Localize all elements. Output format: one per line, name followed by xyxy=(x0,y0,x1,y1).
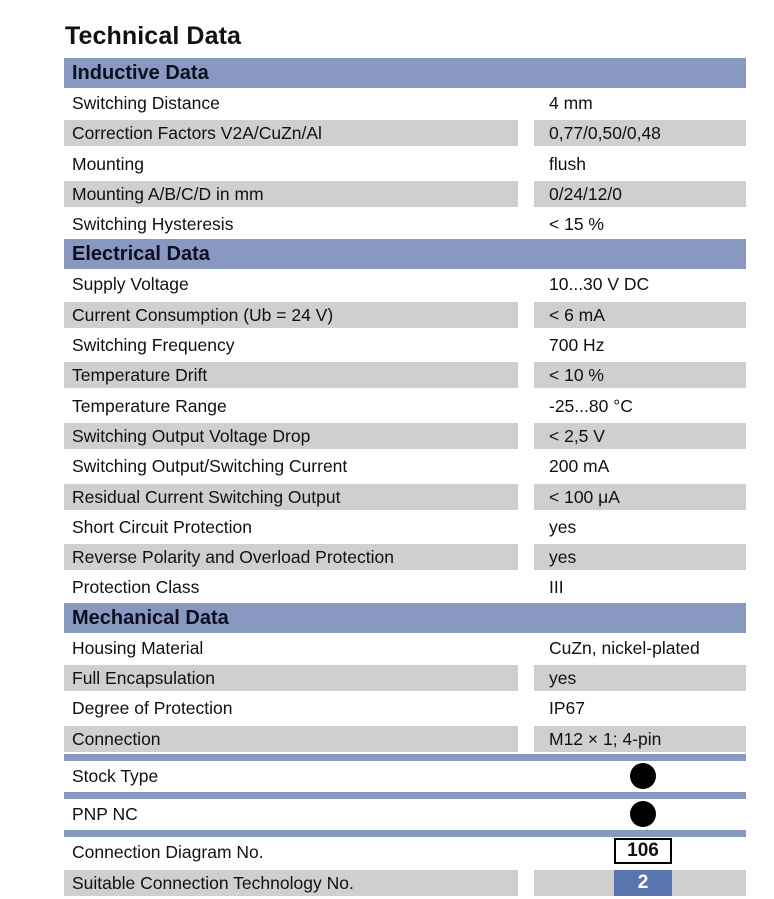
table-row xyxy=(64,118,746,148)
row-value: < 2,5 V xyxy=(534,423,746,449)
row-value: < 100 μA xyxy=(534,484,746,510)
row-value: 10...30 V DC xyxy=(549,274,650,295)
row-value: yes xyxy=(534,544,746,570)
technical-data-table xyxy=(64,58,746,899)
connection-technology-row xyxy=(64,868,746,899)
stock-type-row xyxy=(64,761,746,792)
row-label: Protection Class xyxy=(72,577,200,598)
row-label: Switching Distance xyxy=(72,93,220,113)
filled-dot-icon xyxy=(630,763,656,789)
row-label: Current Consumption (Ub = 24 V) xyxy=(64,302,518,328)
row-value: < 10 % xyxy=(534,362,746,388)
row-label: Supply Voltage xyxy=(72,274,189,295)
connection-diagram-label: Connection Diagram No. xyxy=(72,841,264,862)
row-value: flush xyxy=(549,153,586,174)
page-title: Technical Data xyxy=(65,22,241,50)
row-value: 700 Hz xyxy=(549,335,605,356)
row-label: Short Circuit Protection xyxy=(72,516,252,537)
row-label: Full Encapsulation xyxy=(64,665,518,691)
row-label: Mounting A/B/C/D in mm xyxy=(64,181,518,207)
table-row xyxy=(64,269,746,299)
row-label: Switching Output Voltage Drop xyxy=(64,423,518,449)
table-row xyxy=(64,300,746,330)
row-label: Housing Material xyxy=(72,637,204,658)
table-row xyxy=(64,360,746,390)
row-value: 200 mA xyxy=(549,456,610,477)
row-value: yes xyxy=(549,516,577,537)
row-value: CuZn, nickel-plated xyxy=(549,637,700,658)
table-row xyxy=(64,663,746,693)
table-row xyxy=(64,724,746,754)
table-row xyxy=(64,391,746,421)
stock-type-label: Stock Type xyxy=(72,765,159,786)
row-value: 4 mm xyxy=(549,93,593,113)
pnp-nc-label: PNP NC xyxy=(72,803,138,824)
table-row xyxy=(64,512,746,542)
connection-diagram-row xyxy=(64,837,746,868)
row-value: yes xyxy=(534,665,746,691)
pnp-nc-row xyxy=(64,799,746,830)
row-label: Mounting xyxy=(72,153,144,174)
row-label: Switching Output/Switching Current xyxy=(72,456,348,477)
filled-dot-icon xyxy=(630,801,656,827)
row-value: III xyxy=(549,577,564,598)
table-row xyxy=(64,482,746,512)
row-value: < 15 % xyxy=(549,214,604,235)
row-value: IP67 xyxy=(549,698,585,719)
sections-container xyxy=(64,58,746,754)
row-value: M12 × 1; 4-pin xyxy=(534,726,746,752)
section-header: Mechanical Data xyxy=(64,603,746,633)
table-row xyxy=(64,421,746,451)
row-value: 0,77/0,50/0,48 xyxy=(534,120,746,146)
separator xyxy=(64,830,746,837)
table-row xyxy=(64,451,746,481)
table-row xyxy=(64,693,746,723)
table-row xyxy=(64,633,746,663)
row-label: Degree of Protection xyxy=(72,698,233,719)
row-label: Switching Frequency xyxy=(72,335,235,356)
table-row xyxy=(64,149,746,179)
row-label: Residual Current Switching Output xyxy=(64,484,518,510)
row-label: Connection xyxy=(64,726,518,752)
table-row xyxy=(64,179,746,209)
table-row xyxy=(64,330,746,360)
row-value: 0/24/12/0 xyxy=(534,181,746,207)
separator xyxy=(64,754,746,761)
separator xyxy=(64,792,746,799)
table-row xyxy=(64,572,746,602)
table-row xyxy=(64,542,746,572)
section-header: Electrical Data xyxy=(64,239,746,269)
connection-technology-number[interactable]: 2 xyxy=(614,870,672,896)
row-label: Temperature Range xyxy=(72,395,227,416)
section-header: Inductive Data xyxy=(64,58,746,88)
connection-technology-label: Suitable Connection Technology No. xyxy=(64,870,518,896)
row-label: Temperature Drift xyxy=(64,362,518,388)
row-value: -25...80 °C xyxy=(549,395,633,416)
table-row xyxy=(64,88,746,118)
table-row xyxy=(64,209,746,239)
connection-diagram-number[interactable]: 106 xyxy=(614,838,672,864)
row-value: < 6 mA xyxy=(534,302,746,328)
row-label: Reverse Polarity and Overload Protection xyxy=(64,544,518,570)
row-label: Switching Hysteresis xyxy=(72,214,234,235)
row-label: Correction Factors V2A/CuZn/Al xyxy=(64,120,518,146)
